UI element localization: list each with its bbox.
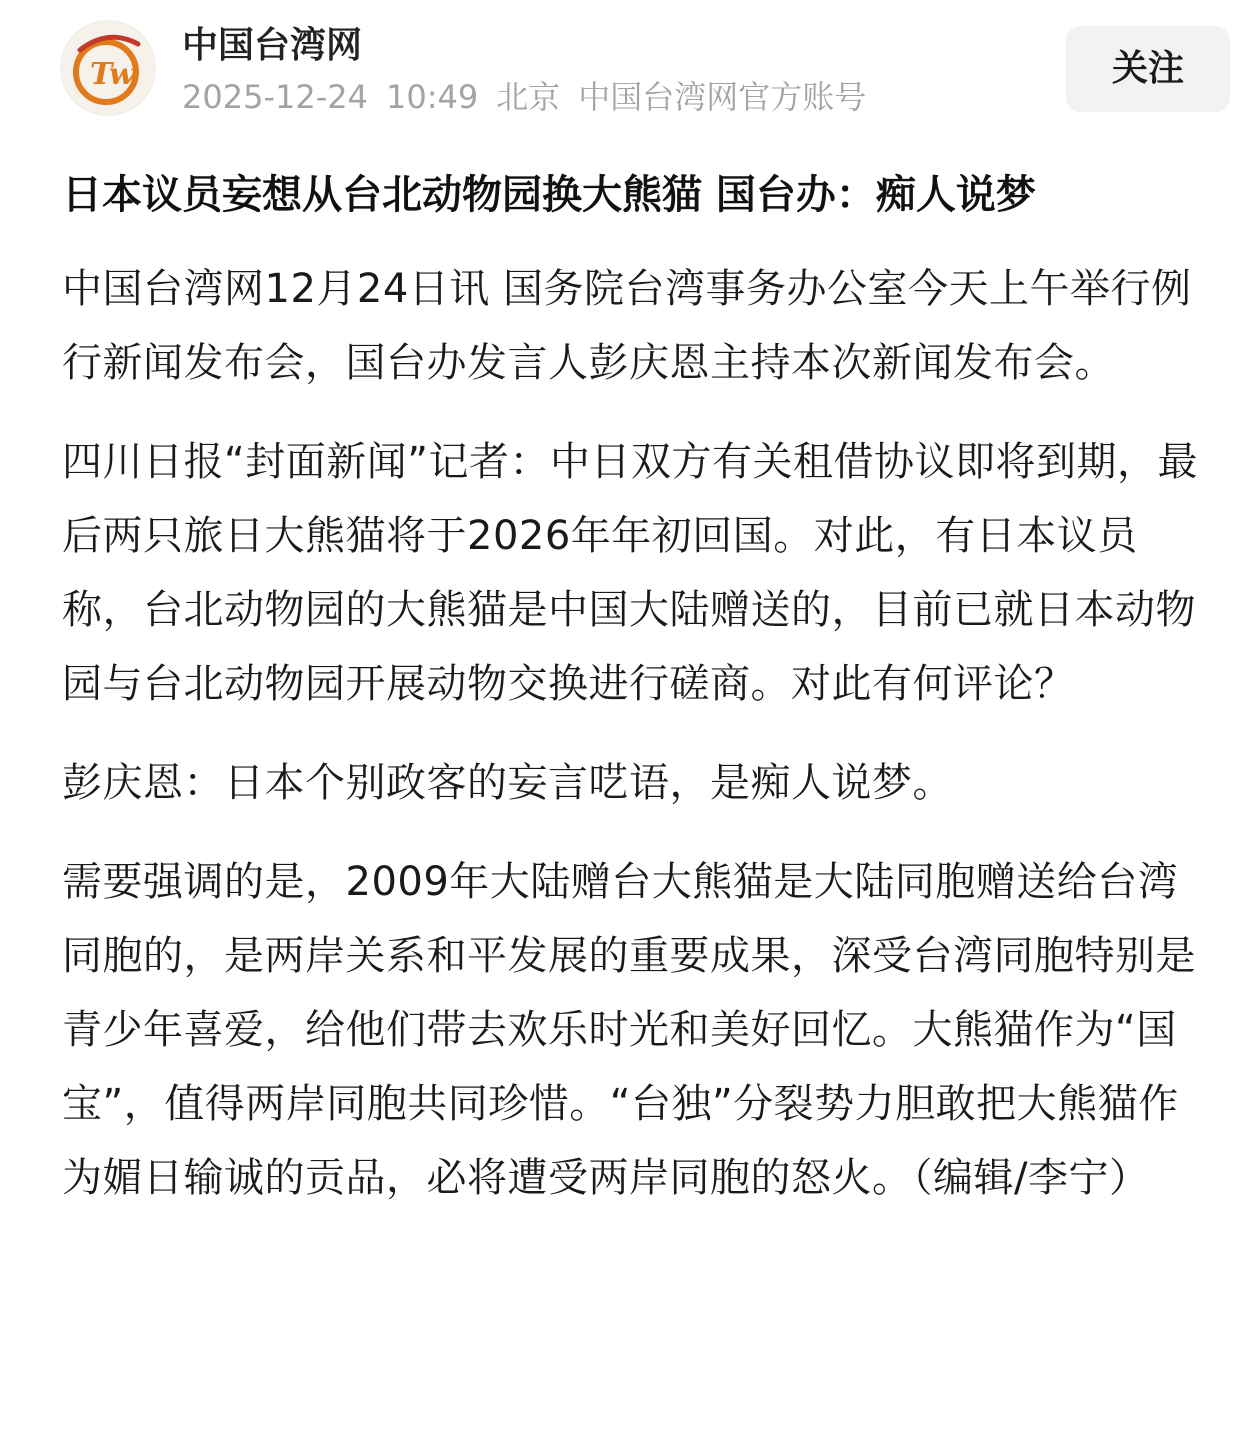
post-date: 2025-12-24 — [182, 78, 368, 116]
article-body — [62, 160, 1212, 1215]
article-title: 日本议员妄想从台北动物园换大熊猫 国台办：痴人说梦 — [62, 172, 1036, 218]
post-header — [60, 18, 1230, 118]
article-paragraph: 需要强调的是，2009年大陆赠台大熊猫是大陆同胞赠送给台湾同胞的，是两岸关系和平发展的重要成果，深受台湾同胞特别是青少年喜爱，给他们带去欢乐时光和美好回忆。大熊猫作为“国宝”，值得两岸同胞共同珍惜。“台独”分裂势力胆敢把大熊猫作为媚日输诚的贡品，必将遭受两岸同胞的怒火。（编辑/李宁） — [62, 859, 1196, 1201]
tw-logo-icon — [60, 20, 156, 116]
account-name[interactable]: 中国台湾网 — [182, 25, 363, 66]
post-time: 10:49 — [385, 78, 479, 116]
account-description: 中国台湾网官方账号 — [578, 78, 867, 116]
article-paragraph: 中国台湾网12月24日讯 国务院台湾事务办公室今天上午举行例行新闻发布会，国台办发言人彭庆恩主持本次新闻发布会。 — [62, 266, 1192, 386]
article-paragraph: 四川日报“封面新闻”记者：中日双方有关租借协议即将到期，最后两只旅日大熊猫将于2026年年初回国。对此，有日本议员称，台北动物园的大熊猫是中国大陆赠送的，目前已就日本动物园与台北动物园开展动物交换进行磋商。对此有何评论？ — [62, 439, 1198, 707]
follow-button[interactable]: 关注 — [1066, 26, 1230, 112]
account-avatar[interactable] — [60, 20, 156, 116]
logo-text: Tw — [90, 57, 135, 92]
post-location: 北京 — [496, 78, 561, 116]
article-paragraph: 彭庆恩：日本个别政客的妄言呓语，是痴人说梦。 — [62, 760, 953, 806]
post-meta — [182, 76, 884, 118]
